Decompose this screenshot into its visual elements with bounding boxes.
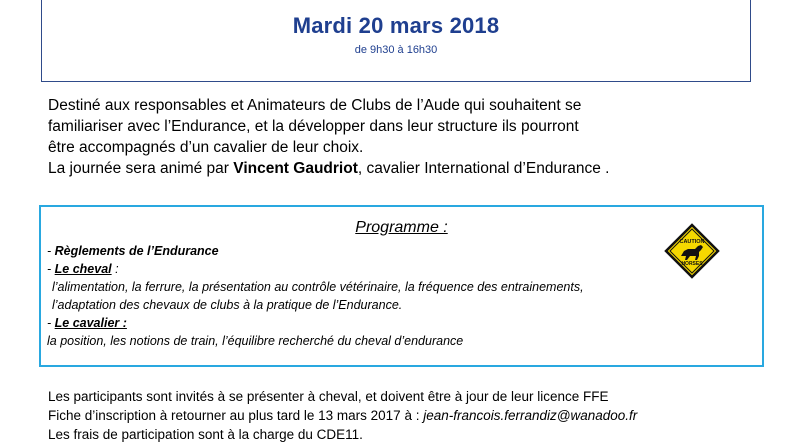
event-hours: de 9h30 à 16h30 bbox=[354, 44, 438, 56]
programme-detail: l’alimentation, la ferrure, la présentation au contrôle vétérinaire, la fréquence des entrainements, bbox=[52, 280, 584, 294]
header-cut-line bbox=[62, 0, 730, 10]
programme-box bbox=[39, 205, 764, 367]
footer-line: Les participants sont invités à se présenter à cheval, et doivent être à jour de leur licence FFE bbox=[48, 389, 609, 404]
footer-line: Fiche d’inscription à retourner au plus tard le 13 mars 2017 à : jean-francois.ferrandiz@wanadoo.fr bbox=[48, 408, 638, 423]
intro-line: familiariser avec l’Endurance, et la développer dans leur structure ils pourront bbox=[48, 118, 579, 135]
svg-text:HORSES: HORSES bbox=[681, 261, 703, 267]
event-date-title: Mardi 20 mars 2018 bbox=[292, 13, 500, 38]
svg-text:CAUTION: CAUTION bbox=[679, 239, 705, 245]
programme-title: Programme : bbox=[355, 219, 448, 236]
programme-detail: la position, les notions de train, l’équilibre recherché du cheval d’endurance bbox=[47, 334, 464, 348]
intro-paragraph bbox=[48, 95, 768, 179]
intro-line: Destiné aux responsables et Animateurs de Clubs de l’Aude qui souhaitent se bbox=[48, 97, 582, 114]
programme-item: - Le cheval : bbox=[47, 262, 119, 276]
intro-line: La journée sera animé par Vincent Gaudriot, cavalier International d’Endurance . bbox=[48, 160, 610, 177]
footer-info bbox=[48, 387, 768, 444]
caution-horses-sign-icon bbox=[664, 223, 720, 279]
programme-item: - Le cavalier : bbox=[47, 316, 127, 330]
footer-line: Les frais de participation sont à la charge du CDE11. bbox=[48, 427, 363, 442]
programme-detail: l’adaptation des chevaux de clubs à la pratique de l’Endurance. bbox=[52, 298, 403, 312]
programme-item: - Règlements de l’Endurance bbox=[47, 244, 219, 258]
header-box bbox=[41, 0, 751, 82]
intro-line: être accompagnés d’un cavalier de leur choix. bbox=[48, 139, 364, 156]
programme-list bbox=[47, 242, 747, 350]
contact-email: jean-francois.ferrandiz@wanadoo.fr bbox=[423, 408, 638, 423]
presenter-name: Vincent Gaudriot bbox=[233, 160, 358, 177]
